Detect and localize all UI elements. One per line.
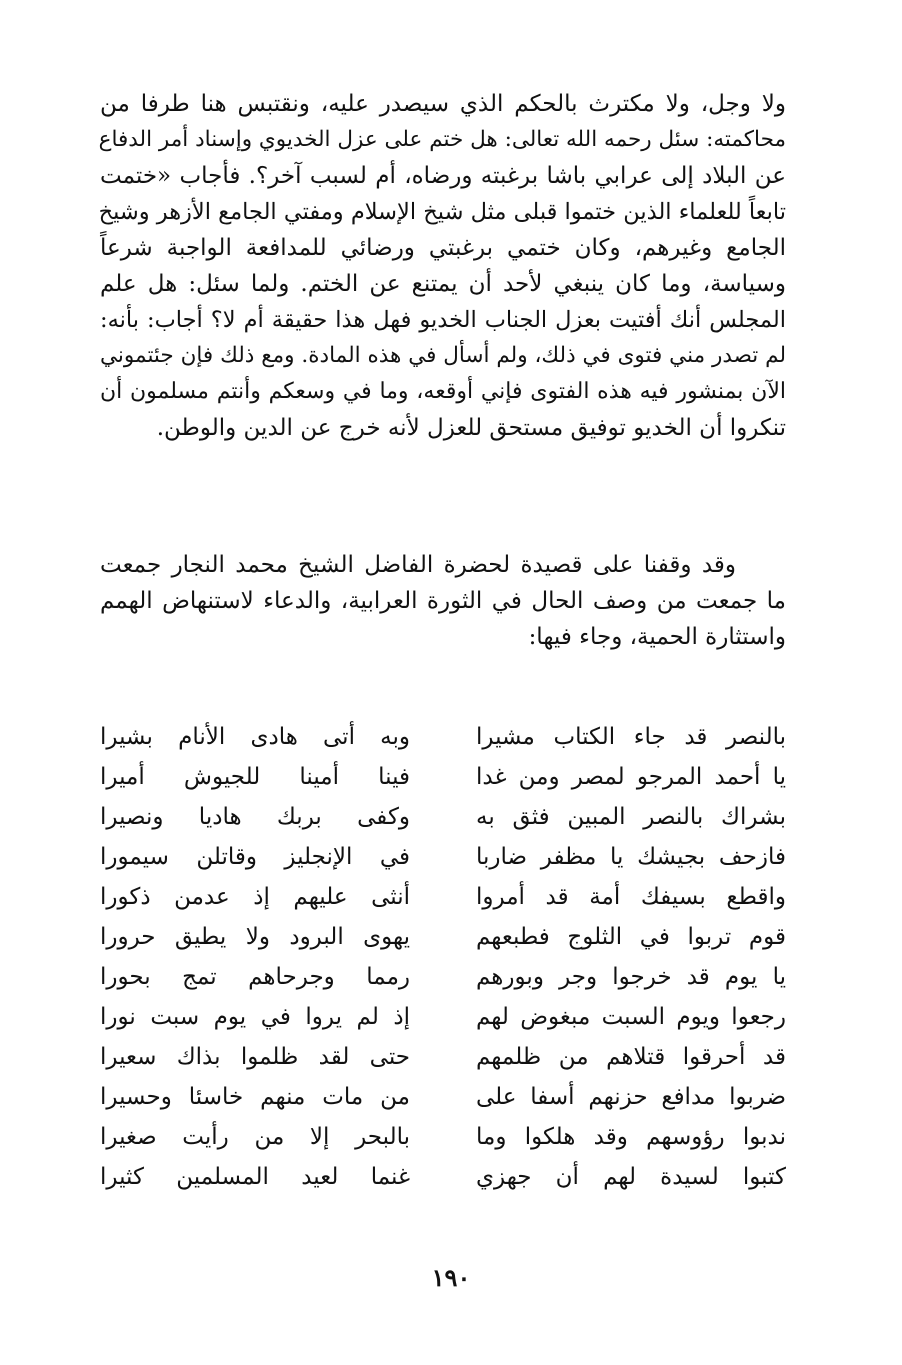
text-line: تنكروا أن الخديو توفيق مستحق للعزل لأنه خرج عن الدين والوطن. bbox=[156, 415, 786, 441]
text-line: تابعاً للعلماء الذين ختموا قبلى مثل شيخ الإسلام ومفتي الجامع الأزهر وشيخ bbox=[98, 199, 786, 225]
hemistich: إذ لم يروا في يوم سبت نورا bbox=[100, 1004, 410, 1030]
text-line: الآن بمنشور فيه هذه الفتوى فإني أوقعه، وما في وسعكم وأنتم مسلمون أن bbox=[100, 379, 786, 404]
paragraph-trial-excerpt bbox=[100, 86, 786, 446]
hemistich: غنما لعيد المسلمين كثيرا bbox=[100, 1164, 410, 1190]
hemistich: فازحف بجيشك يا مظفر ضاربا bbox=[476, 844, 786, 870]
text-line: واستثارة الحمية، وجاء فيها: bbox=[528, 624, 786, 650]
hemistich: قد أحرقوا قتلاهم من ظلمهم bbox=[476, 1044, 786, 1070]
text-line: محاكمته: سئل رحمه الله تعالى: هل ختم على عزل الخديوي وإسناد أمر الدفاع bbox=[98, 127, 786, 152]
text-line: لم تصدر مني فتوى في ذلك، ولم أسأل في هذه المادة. ومع ذلك فإن جئتموني bbox=[100, 343, 786, 368]
hemistich: بشراك بالنصر المبين فثق به bbox=[476, 804, 786, 830]
hemistich: حتى لقد ظلموا بذاك سعيرا bbox=[100, 1044, 410, 1070]
hemistich: بالنصر قد جاء الكتاب مشيرا bbox=[476, 724, 786, 750]
page-number: ١٩٠ bbox=[431, 1263, 471, 1292]
paragraph-poem-intro bbox=[100, 547, 786, 655]
poem-second-hemistichs bbox=[100, 717, 410, 1197]
hemistich: يا يوم قد خرجوا وجر وبورهم bbox=[476, 964, 786, 990]
hemistich: فينا أمينا للجيوش أميرا bbox=[100, 764, 410, 790]
text-line: عن البلاد إلى عرابي باشا برغبته ورضاه، أم لسبب آخر؟. فأجاب «ختمت bbox=[100, 163, 786, 189]
hemistich: ندبوا رؤوسهم وقد هلكوا وما bbox=[476, 1124, 786, 1150]
text-line: ما جمعت من وصف الحال في الثورة العرابية، والدعاء لاستنهاض الهمم bbox=[100, 588, 786, 614]
hemistich: بالبحر إلا من رأيت صغيرا bbox=[100, 1124, 410, 1150]
hemistich: أنثى عليهم إذ عدمن ذكورا bbox=[100, 884, 410, 910]
hemistich: يا أحمد المرجو لمصر ومن غدا bbox=[476, 764, 786, 790]
hemistich: رمما وجرحاهم تمج بحورا bbox=[100, 964, 410, 990]
hemistich: ضربوا مدافع حزنهم أسفا على bbox=[476, 1084, 786, 1110]
hemistich: وكفى بربك هاديا ونصيرا bbox=[100, 804, 410, 830]
hemistich: كتبوا لسيدة لهم أن جهزي bbox=[476, 1164, 786, 1190]
hemistich: في الإنجليز وقاتلن سيمورا bbox=[100, 844, 410, 870]
hemistich: يهوى البرود ولا يطيق حرورا bbox=[100, 924, 410, 950]
text-line: الجامع وغيرهم، وكان ختمي برغبتي ورضائي للمدافعة الواجبة شرعاً bbox=[100, 235, 786, 261]
text-line: وقد وقفنا على قصيدة لحضرة الفاضل الشيخ محمد النجار جمعت bbox=[100, 552, 736, 578]
hemistich: رجعوا ويوم السبت مبغوض لهم bbox=[476, 1004, 786, 1030]
hemistich: قوم تربوا في الثلوج فطبعهم bbox=[476, 924, 786, 950]
hemistich: واقطع بسيفك أمة قد أمروا bbox=[476, 884, 786, 910]
text-line: ولا وجل، ولا مكترث بالحكم الذي سيصدر عليه، ونقتبس هنا طرفا من bbox=[100, 91, 786, 117]
hemistich: من مات منهم خاسئا وحسيرا bbox=[100, 1084, 410, 1110]
poem-first-hemistichs bbox=[476, 717, 786, 1197]
text-line: المجلس أنك أفتيت بعزل الجناب الخديو فهل هذا حقيقة أم لا؟ أجاب: بأنه: bbox=[100, 307, 786, 333]
poem bbox=[100, 717, 786, 1237]
text-line: وسياسة، وما كان ينبغي لأحد أن يمتنع عن الختم. ولما سئل: هل علم bbox=[100, 271, 786, 297]
hemistich: وبه أتى هادى الأنام بشيرا bbox=[100, 724, 410, 750]
